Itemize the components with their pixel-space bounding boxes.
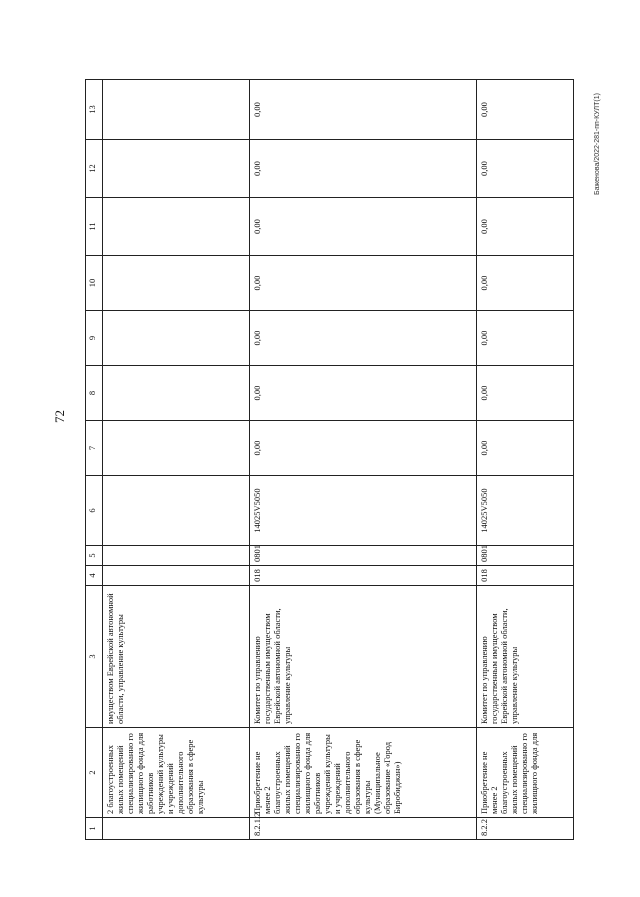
- row-number: 8.2.2: [477, 818, 574, 840]
- value-cell: 0,00: [477, 256, 574, 311]
- value-cell: 0,00: [477, 140, 574, 198]
- value-cell: 0,00: [477, 366, 574, 421]
- value-cell: 0,00: [249, 366, 477, 421]
- header-cell: 3: [86, 586, 103, 728]
- target-article-code: 14025V5050: [477, 476, 574, 546]
- measure-name: Приобретение не менее 2 благоустроенных жилых помещений специализированно го жилищного фонда для работников учреждений культуры и учреждений дополнительного образования в сфере культуры (Муниципальное образование «Город Биробиджан»): [249, 728, 477, 818]
- executor: Комитет по управлению государственным имуществом Еврейской автономной области, управление культуры: [477, 586, 574, 728]
- header-cell: 4: [86, 566, 103, 586]
- table-row: [249, 80, 477, 840]
- header-cell: 2: [86, 728, 103, 818]
- ministry-code: [103, 566, 249, 586]
- header-cell: 6: [86, 476, 103, 546]
- value-cell: 0,00: [249, 140, 477, 198]
- value-cell: [103, 311, 249, 366]
- value-cell: 0,00: [477, 311, 574, 366]
- section-code: 0801: [249, 546, 477, 566]
- document-footer: Баженова/2022-281-пп-КУЛТ(1): [594, 93, 601, 195]
- table-row: [477, 80, 574, 840]
- ministry-code: 018: [249, 566, 477, 586]
- value-cell: 0,00: [477, 421, 574, 476]
- header-cell: 9: [86, 311, 103, 366]
- ministry-code: 018: [477, 566, 574, 586]
- header-cell: 11: [86, 198, 103, 256]
- executor: Комитет по управлению государственным имуществом Еврейской автономной области, управление культуры: [249, 586, 477, 728]
- budget-table-rotated: [85, 80, 574, 840]
- header-cell: 1: [86, 818, 103, 840]
- value-cell: [103, 140, 249, 198]
- value-cell: 0,00: [477, 80, 574, 140]
- section-code: [103, 546, 249, 566]
- value-cell: 0,00: [249, 198, 477, 256]
- header-row: [86, 80, 103, 840]
- header-cell: 12: [86, 140, 103, 198]
- header-cell: 10: [86, 256, 103, 311]
- value-cell: [103, 198, 249, 256]
- value-cell: 0,00: [249, 80, 477, 140]
- target-article-code: [103, 476, 249, 546]
- target-article-code: 14025V5050: [249, 476, 477, 546]
- section-code: 0801: [477, 546, 574, 566]
- value-cell: [103, 366, 249, 421]
- table-row: [103, 80, 249, 840]
- row-number: [103, 818, 249, 840]
- header-cell: 7: [86, 421, 103, 476]
- measure-name: Приобретение не менее 2 благоустроенных жилых помещений специализированно го жилищного фонда для: [477, 728, 574, 818]
- page-number: 72: [52, 410, 67, 423]
- value-cell: [103, 421, 249, 476]
- value-cell: [103, 256, 249, 311]
- header-cell: 13: [86, 80, 103, 140]
- value-cell: [103, 80, 249, 140]
- value-cell: 0,00: [249, 256, 477, 311]
- measure-name: 2 благоустроенных жилых помещений специализированно го жилищного фонда для работников учреждений культуры и учреждений дополнительного образования в сфере культуры: [103, 728, 249, 818]
- executor: имуществом Еврейской автономной области, управление культуры: [103, 586, 249, 728]
- value-cell: 0,00: [249, 311, 477, 366]
- header-cell: 5: [86, 546, 103, 566]
- header-cell: 8: [86, 366, 103, 421]
- budget-table: [85, 79, 574, 840]
- value-cell: 0,00: [477, 198, 574, 256]
- value-cell: 0,00: [249, 421, 477, 476]
- row-number: 8.2.1.2: [249, 818, 477, 840]
